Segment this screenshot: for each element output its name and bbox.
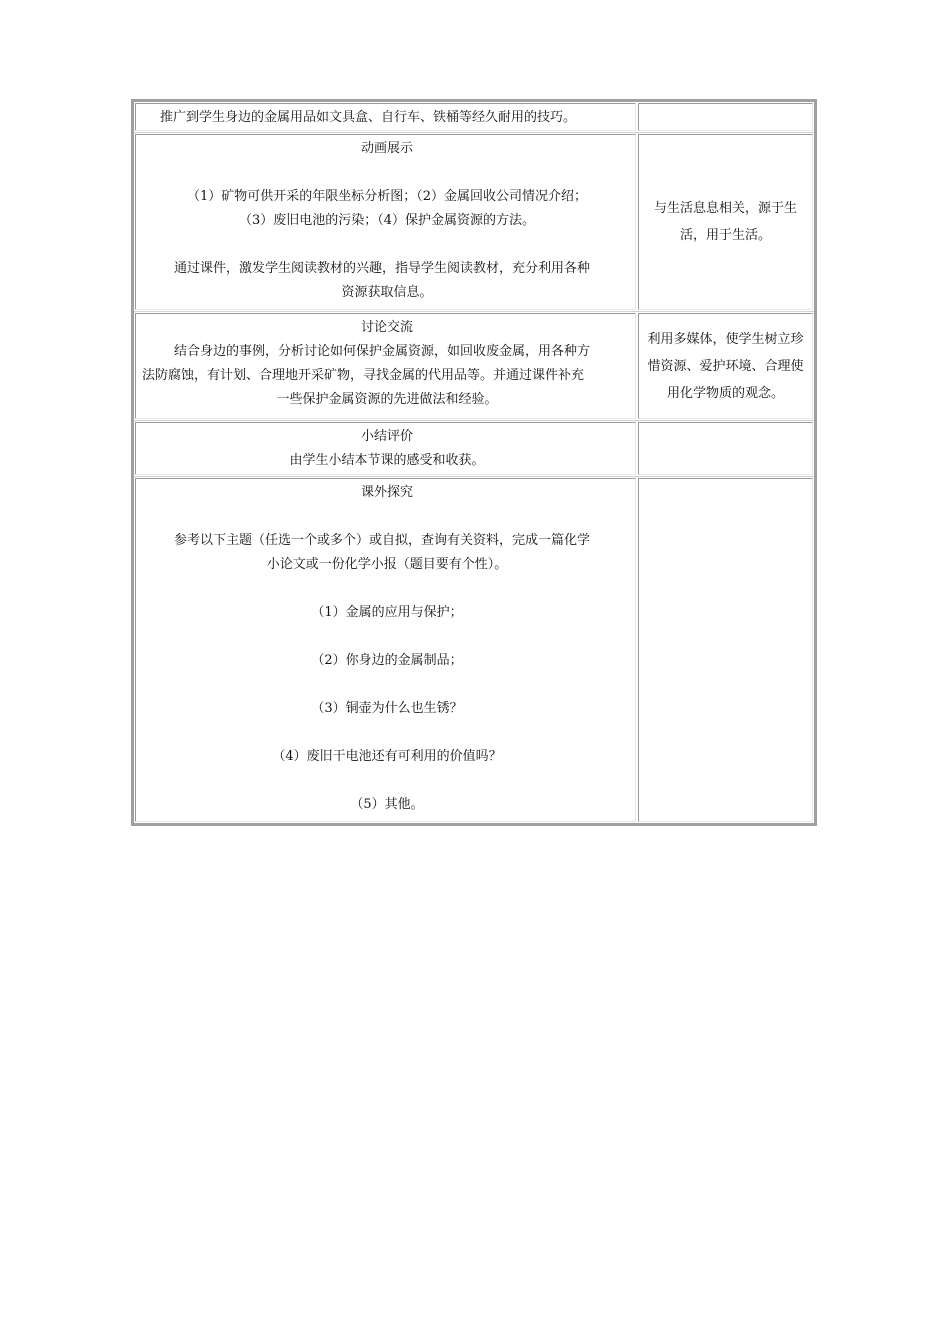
- section-heading: 小结评价: [360, 429, 413, 444]
- design-intent-cell: [638, 313, 813, 419]
- table-row: [134, 132, 814, 311]
- design-intent-text: 利用多媒体，使学生树立珍惜资源、爱护环境、合理使用化学物质的观念。: [647, 331, 804, 401]
- activity-text: 参考以下主题（任选一个或多个）或自拟，查询有关资料，完成一篇化学: [174, 533, 591, 548]
- activity-text: （1）矿物可供开采的年限坐标分析图；（2）金属回收公司情况介绍；: [186, 189, 588, 204]
- activity-text: 结合身边的事例，分析讨论如何保护金属资源，如回收废金属，用各种方: [174, 344, 591, 359]
- design-intent-cell: [638, 103, 813, 131]
- activity-text: 法防腐蚀，有计划、合理地开采矿物，寻找金属的代用品等。并通过课件补充: [142, 368, 585, 383]
- design-intent-cell: [638, 478, 813, 822]
- design-intent-cell: [638, 134, 813, 310]
- activity-text: 推广到学生身边的金属用品如文具盒、自行车、铁桶等经久耐用的技巧。: [160, 110, 577, 125]
- lesson-plan-table: [131, 99, 817, 826]
- table-row: [134, 420, 814, 476]
- design-intent-text: 与生活息息相关，源于生活，用于生活。: [653, 201, 797, 243]
- activity-cell: [135, 422, 636, 475]
- section-heading: 动画展示: [360, 141, 413, 156]
- activity-cell: [135, 478, 636, 822]
- activity-cell: [135, 313, 636, 419]
- activity-text: 资源获取信息。: [341, 285, 433, 300]
- table-row: [134, 102, 814, 132]
- topic-item: （2）你身边的金属制品；: [311, 653, 463, 668]
- topic-item: （4）废旧干电池还有可利用的价值吗？: [272, 749, 502, 764]
- topic-item: （1）金属的应用与保护；: [311, 605, 463, 620]
- activity-text: 小论文或一份化学小报（题目要有个性）。: [266, 557, 508, 572]
- topic-item: （3）铜壶为什么也生锈？: [311, 701, 463, 716]
- section-heading: 课外探究: [360, 485, 413, 500]
- activity-cell: [135, 134, 636, 310]
- table-row: [134, 311, 814, 420]
- activity-text: 一些保护金属资源的先进做法和经验。: [276, 392, 498, 407]
- table-row: [134, 476, 814, 823]
- topic-item: （5）其他。: [350, 797, 424, 812]
- activity-text: 由学生小结本节课的感受和收获。: [289, 453, 485, 468]
- activity-cell: [135, 103, 636, 131]
- activity-text: 通过课件，激发学生阅读教材的兴趣，指导学生阅读教材，充分利用各种: [174, 261, 591, 276]
- activity-text: （3）废旧电池的污染；（4）保护金属资源的方法。: [238, 213, 536, 228]
- section-heading: 讨论交流: [360, 320, 413, 335]
- design-intent-cell: [638, 422, 813, 475]
